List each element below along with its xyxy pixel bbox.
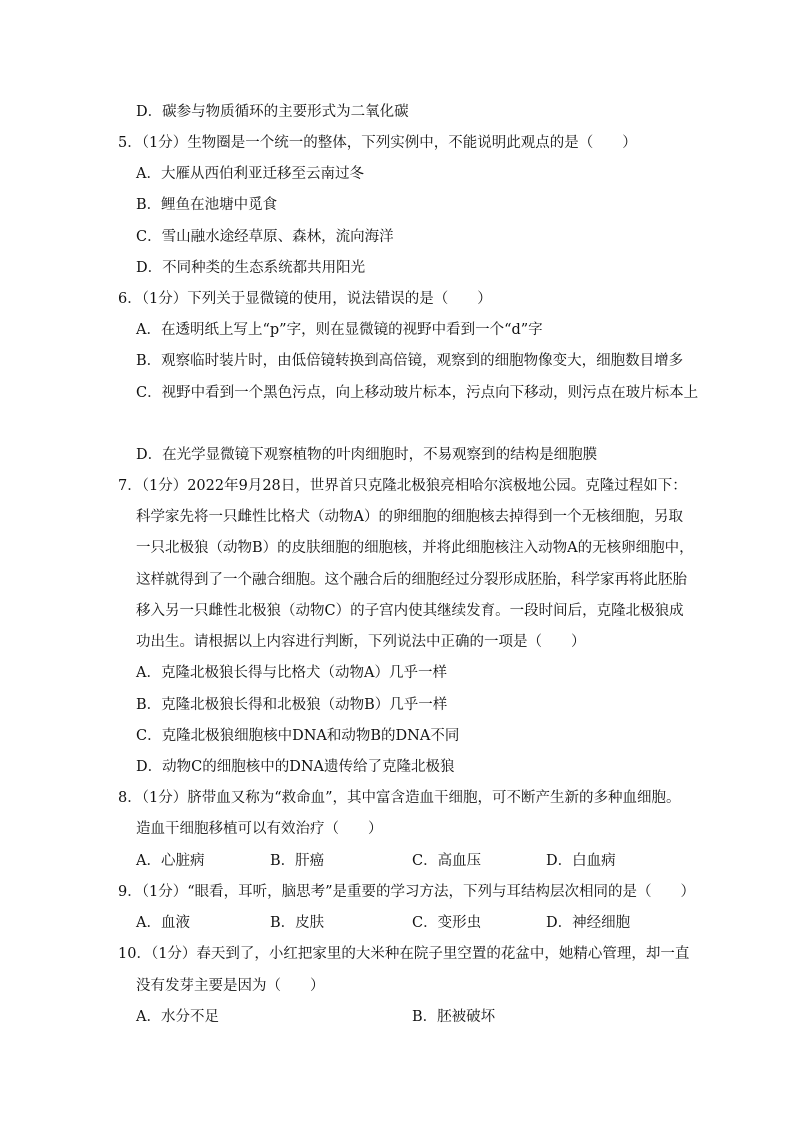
q5-option-d: D．不同种类的生态系统都共用阳光 [136, 260, 366, 276]
q7-stem-line: 功出生。请根据以上内容进行判断，下列说法中正确的一项是（ ） [136, 634, 586, 650]
q5-option-c: C．雪山融水途经草原、森林，流向海洋 [136, 229, 394, 245]
q9-option-a: A．血液 [136, 915, 190, 931]
q6-option-b: B．观察临时装片时，由低倍镜转换到高倍镜，观察到的细胞物像变大，细胞数目增多 [136, 353, 684, 369]
q10-stem-line: 没有发芽主要是因为（ ） [136, 978, 325, 994]
q5-option-b: B．鲤鱼在池塘中觅食 [136, 197, 278, 213]
q9-stem: 9．（1分）“眼看，耳听，脑思考”是重要的学习方法，下列与耳结构层次相同的是（ ） [118, 884, 696, 900]
q10-option-a: A．水分不足 [136, 1009, 219, 1025]
q6-option-a: A．在透明纸上写上“p”字，则在显微镜的视野中看到一个“d”字 [136, 322, 543, 338]
q8-stem-line: 8．（1分）脐带血又称为“救命血”，其中富含造血干细胞，可不断产生新的多种血细胞。 [118, 790, 681, 806]
q8-option-a: A．心脏病 [136, 853, 205, 869]
q8-stem-line: 造血干细胞移植可以有效治疗（ ） [136, 821, 383, 837]
q7-stem-line: 一只北极狼（动物B）的皮肤细胞的细胞核，并将此细胞核注入动物A的无核卵细胞中， [136, 540, 694, 556]
q5-stem: 5．（1分）生物圈是一个统一的整体，下列实例中，不能说明此观点的是（ ） [118, 135, 637, 151]
q5-option-a: A．大雁从西伯利亚迁移至云南过冬 [136, 166, 364, 182]
q7-stem-line: 科学家先将一只雌性比格犬（动物A）的卵细胞的细胞核去掉得到一个无核细胞，另取 [136, 509, 683, 525]
q7-option-a: A．克隆北极狼长得与比格犬（动物A）几乎一样 [136, 665, 447, 681]
q8-option-c: C．高血压 [412, 853, 482, 869]
q8-option-d: D．白血病 [546, 853, 616, 869]
q7-option-c: C．克隆北极狼细胞核中DNA和动物B的DNA不同 [136, 728, 460, 744]
q6-stem: 6．（1分）下列关于显微镜的使用，说法错误的是（ ） [118, 291, 492, 307]
q7-stem-line: 7．（1分）2022年9月28日，世界首只克隆北极狼亮相哈尔滨极地公园。克隆过程如下： [118, 478, 687, 494]
q8-option-b: B．肝癌 [270, 853, 325, 869]
q6-option-d: D．在光学显微镜下观察植物的叶肉细胞时，不易观察到的结构是细胞膜 [136, 447, 598, 463]
q10-option-b: B．胚被破坏 [412, 1009, 496, 1025]
q9-option-b: B．皮肤 [270, 915, 325, 931]
q4-option-d: D．碳参与物质循环的主要形式为二氧化碳 [136, 104, 409, 120]
q7-stem-line: 这样就得到了一个融合细胞。这个融合后的细胞经过分裂形成胚胎，科学家再将此胚胎 [136, 572, 687, 588]
q7-option-d: D．动物C的细胞核中的DNA遗传给了克隆北极狼 [136, 759, 455, 775]
q7-stem-line: 移入另一只雌性北极狼（动物C）的子宫内使其继续发育。一段时间后，克隆北极狼成 [136, 603, 684, 619]
q10-stem-line: 10．（1分）春天到了，小红把家里的大米种在院子里空置的花盆中，她精心管理，却一直 [118, 946, 690, 962]
q9-option-d: D．神经细胞 [546, 915, 631, 931]
q7-option-b: B．克隆北极狼长得和北极狼（动物B）几乎一样 [136, 697, 448, 713]
q9-option-c: C．变形虫 [412, 915, 482, 931]
q6-option-c: C．视野中看到一个黑色污点，向上移动玻片标本，污点向下移动，则污点在玻片标本上 [136, 385, 699, 401]
